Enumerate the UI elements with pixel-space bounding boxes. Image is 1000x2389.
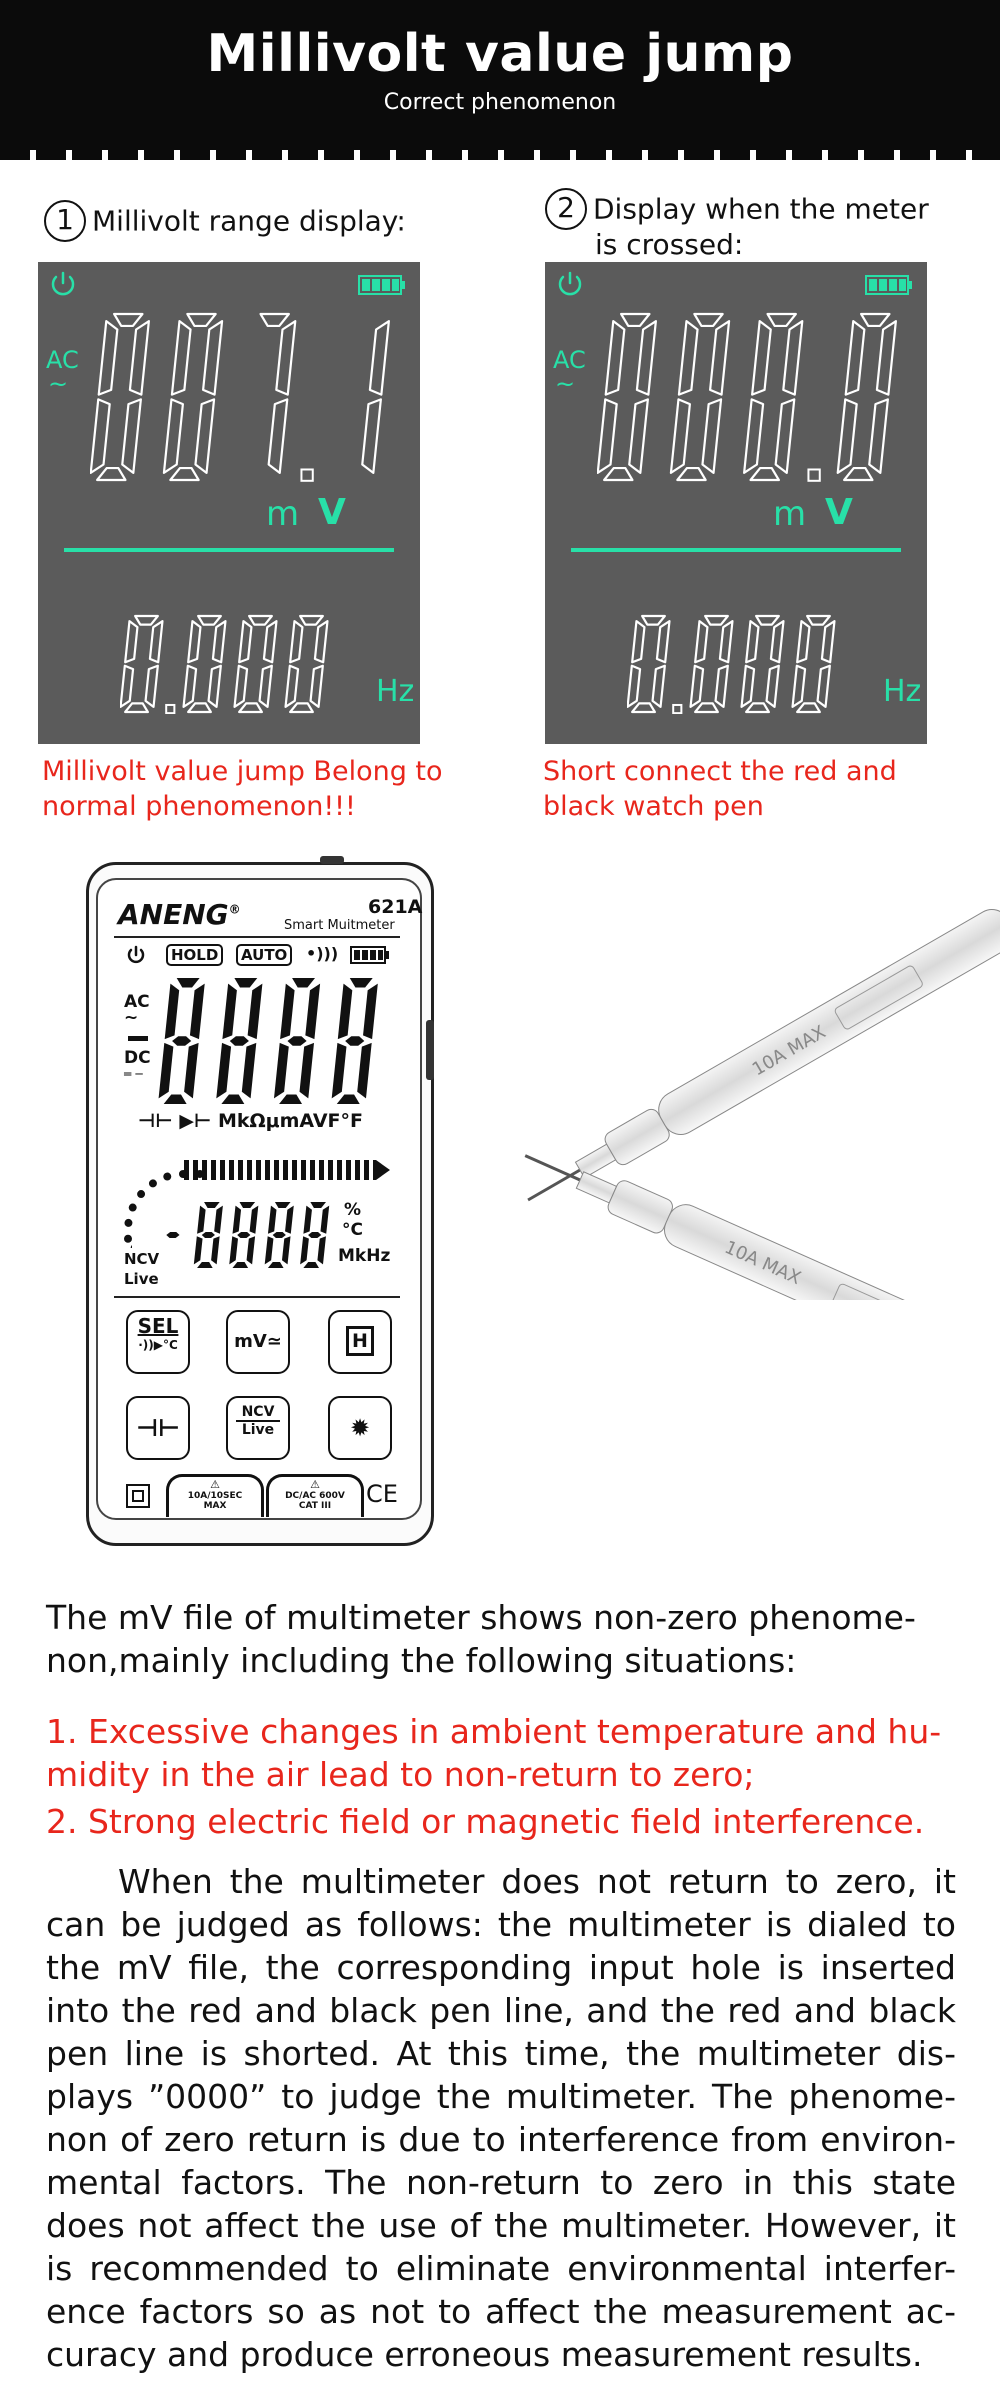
unit-volt: V [318, 492, 346, 533]
digit-segment [264, 621, 277, 662]
digit-segment [657, 621, 670, 662]
explanation-line: When the multimeter does not return to zero, it [118, 1862, 956, 1901]
header-jagged-edge [0, 150, 1000, 160]
digit-segment [202, 1232, 215, 1238]
lcd-panel-2 [545, 262, 927, 744]
digit-segment [239, 1202, 255, 1208]
digit-segment [260, 666, 272, 707]
digit-segment [172, 321, 191, 394]
meter-sub-display [158, 1200, 338, 1270]
brand-text: ANENG [118, 898, 229, 931]
digit-segment [261, 314, 289, 326]
capacitance-icon: ⊣⊢ [136, 1414, 180, 1442]
digit-segment [222, 984, 236, 1039]
situation-1-line-1: 1. Excessive changes in ambient temperature and hu- [46, 1712, 942, 1751]
digit-segment [671, 399, 690, 472]
sub-unit-percent: % [344, 1200, 362, 1220]
double-insulation-icon [126, 1484, 150, 1508]
jack1-label-bottom: MAX [203, 1501, 227, 1511]
digit-segment [305, 984, 320, 1039]
battery-icon [865, 274, 913, 296]
digit-segment [99, 321, 118, 394]
digit-segment [705, 616, 728, 625]
backlight-button[interactable] [328, 1396, 392, 1460]
digit-segment [695, 703, 718, 712]
jack1-label-top: 10A/10SEC [187, 1491, 243, 1501]
digit-segment [632, 621, 644, 662]
panel2-number: 2 [545, 188, 587, 230]
digit-segment [130, 321, 149, 394]
unit-volt: V [825, 492, 853, 533]
meter-battery-icon [350, 946, 390, 964]
digit-segment [265, 1236, 274, 1264]
explanation-line: non of zero return is due to interference from environ- [46, 2120, 956, 2159]
digit-segment [247, 1236, 256, 1264]
lcd-divider [571, 548, 901, 552]
digit-segment [606, 321, 625, 394]
digit-segment [315, 621, 328, 662]
hold-indicator: HOLD [166, 944, 223, 966]
digit-segment [357, 1043, 371, 1098]
digit-segment [242, 1043, 256, 1098]
digit-segment [159, 1043, 174, 1098]
digit-segment [276, 321, 295, 394]
explanation-line: can be judged as follows: the multimeter is dialed to [46, 1905, 956, 1944]
power-icon [553, 268, 587, 302]
digit-segment [269, 399, 288, 472]
auto-indicator: AUTO [236, 944, 292, 966]
digit-segment [751, 468, 779, 480]
digit-segment [188, 703, 211, 712]
sub-reading [627, 614, 847, 714]
digit-segment [311, 666, 323, 707]
digit-segment [308, 1232, 321, 1238]
digit-segment [121, 666, 134, 707]
digit-segment [287, 1036, 306, 1045]
sel-sub-label: ·))▶°C [138, 1338, 178, 1352]
explanation-line: mental factors. The non-return to zero in this state [46, 2163, 956, 2202]
page-title: Millivolt value jump [206, 24, 794, 84]
digit-segment [694, 314, 722, 326]
panel2-note-line2: black watch pen [543, 791, 764, 822]
digit-segment [838, 399, 857, 472]
digit-segment [125, 621, 137, 662]
digit-segment [172, 1036, 191, 1045]
digit-segment [184, 666, 197, 707]
meter-dc-label: DC ═ ─ [124, 1048, 151, 1081]
panel1-title-text: Millivolt range display: [92, 204, 406, 238]
explanation-line: plays ”0000” to judge the multimeter. The phenome- [46, 2077, 956, 2116]
mv-button[interactable] [226, 1310, 290, 1374]
digit-segment [350, 978, 373, 987]
explanation-line: into the red and black pen line, and the red and black [46, 1991, 956, 2030]
meter-ac-label: AC ~ [124, 992, 150, 1028]
digit-segment [598, 399, 617, 472]
digit-segment [237, 1232, 250, 1238]
digit-segment [771, 621, 784, 662]
explanation-paragraph [46, 1860, 956, 2376]
ncv-label: NCV [124, 1250, 160, 1268]
digit-segment [628, 666, 641, 707]
digit-segment [363, 984, 378, 1039]
digit-segment [338, 984, 352, 1039]
panel2-title [545, 188, 929, 259]
digit-segment [229, 1236, 238, 1264]
lcd-panel-1 [38, 262, 420, 744]
digit-segment [273, 1232, 286, 1238]
backlight-icon: ✹ [349, 1414, 371, 1442]
digit-segment [97, 468, 125, 480]
probe-label-lower: 10A MAX [721, 1236, 804, 1290]
digit-segment [797, 703, 820, 712]
decimal-point [301, 469, 312, 480]
decimal-point [166, 705, 174, 713]
digit-segment [691, 666, 704, 707]
jack2-label-bottom: CAT III [298, 1501, 332, 1511]
digit-segment [793, 666, 806, 707]
decimal-point [808, 469, 819, 480]
digit-segment [122, 399, 141, 472]
ac-tilde-icon: ~ [48, 370, 69, 398]
jack-10a: ⚠ 10A/10SEC MAX [166, 1474, 264, 1517]
mv-label: mV≃ [234, 1331, 282, 1352]
digit-segment [332, 1043, 347, 1098]
meter-face-divider-2 [114, 1296, 400, 1298]
digit-segment [248, 984, 263, 1039]
probe-upper [517, 903, 1000, 1219]
meter-unit-row: ⊣⊢ ▶⊢ MkΩμmAVF°F [138, 1110, 363, 1132]
sub-unit-mkhz: MkHz [338, 1246, 391, 1266]
meter-power-icon [124, 944, 148, 968]
digit-segment [300, 1043, 314, 1098]
ncv-button[interactable] [226, 1396, 290, 1460]
sel-button[interactable] [126, 1310, 190, 1374]
digit-segment [234, 978, 257, 987]
digit-segment [135, 616, 158, 625]
intro-line-1: The mV file of multimeter shows non-zero phenome- [46, 1598, 916, 1637]
digit-segment [239, 703, 262, 712]
digit-segment [637, 321, 656, 394]
digit-segment [370, 321, 389, 394]
explanation-line: is recommended to eliminate environmental interfer- [46, 2249, 956, 2288]
digit-segment [783, 321, 802, 394]
digit-segment [280, 984, 294, 1039]
digit-segment [188, 621, 200, 662]
digit-segment [877, 321, 896, 394]
power-icon [46, 268, 80, 302]
digit-segment [767, 666, 779, 707]
digit-segment [233, 1206, 242, 1234]
sub-unit-celsius: °C [342, 1220, 363, 1240]
digit-segment [744, 399, 763, 472]
situation-1-line-2: midity in the air lead to non-return to zero; [46, 1755, 755, 1794]
explanation-line: curacy and produce erroneous measurement results. [46, 2335, 923, 2374]
digit-segment [317, 1236, 326, 1264]
meter-minus-sign [128, 1036, 148, 1041]
digit-segment [310, 1202, 326, 1208]
digit-segment [861, 314, 889, 326]
explanation-line: does not affect the use of the multimeter. However, it [46, 2206, 956, 2245]
digit-segment [197, 1206, 206, 1234]
digit-segment [91, 399, 110, 472]
digit-segment [290, 703, 313, 712]
digit-segment [797, 621, 809, 662]
digit-segment [249, 616, 272, 625]
meter-brand: ANENG® [118, 898, 241, 931]
continuity-icon: •))) [306, 944, 339, 963]
digit-segment [716, 666, 728, 707]
panel1-note [42, 754, 443, 824]
digit-segment [165, 984, 179, 1039]
digit-segment [235, 666, 248, 707]
digit-segment [279, 1095, 302, 1104]
multimeter-side-button [426, 1020, 434, 1080]
digit-segment [213, 621, 226, 662]
ac-text: AC [124, 992, 150, 1012]
digit-segment [822, 621, 835, 662]
meter-model-sub: Smart Muitmeter [284, 918, 395, 933]
digit-segment [869, 399, 888, 472]
jack-volt: ⚠ DC/AC 600V CAT III [266, 1474, 364, 1517]
digit-segment [776, 399, 795, 472]
unit-hz: Hz [376, 674, 415, 709]
battery-icon [358, 274, 406, 296]
digit-segment [292, 978, 315, 987]
digit-segment [221, 1095, 244, 1104]
live-label: Live [124, 1270, 159, 1288]
unit-prefix: m [266, 494, 300, 534]
digit-segment [204, 1202, 220, 1208]
panel1-note-line1: Millivolt value jump Belong to [42, 756, 443, 787]
digit-segment [752, 321, 771, 394]
dc-text: DC [124, 1048, 151, 1068]
digit-segment [177, 978, 200, 987]
digit-segment [146, 666, 158, 707]
digit-segment [198, 616, 221, 625]
digit-segment [290, 621, 302, 662]
digit-segment [679, 321, 698, 394]
meter-face-divider [114, 936, 400, 938]
digit-segment [746, 621, 758, 662]
digit-segment [203, 321, 222, 394]
digit-segment [184, 1043, 198, 1098]
digit-segment [194, 1236, 203, 1264]
explanation-line: ence factors so as not to affect the measurement ac- [46, 2292, 956, 2331]
digit-segment [164, 399, 183, 472]
meter-main-display [158, 976, 394, 1106]
digit-segment [768, 314, 796, 326]
digit-segment [114, 314, 142, 326]
ncv-button-bottom: Live [241, 1422, 275, 1438]
digit-segment [286, 666, 299, 707]
digit-segment [230, 1036, 249, 1045]
digit-segment [621, 314, 649, 326]
ac-tilde-icon: ~ [555, 370, 576, 398]
intro-line-2: non,mainly including the following situations: [46, 1641, 797, 1680]
intro-paragraph [46, 1596, 956, 1682]
digit-segment [197, 1262, 213, 1268]
ce-mark: CE [366, 1480, 398, 1508]
digit-segment [756, 616, 779, 625]
ncv-button-top: NCV [236, 1404, 280, 1422]
digit-segment [125, 703, 148, 712]
main-reading [597, 312, 917, 482]
unit-prefix: m [773, 494, 807, 534]
explanation-line: pen line is shorted. At this time, the multimeter dis- [46, 2034, 956, 2073]
digit-segment [239, 621, 251, 662]
digit-segment [807, 616, 830, 625]
digit-segment [209, 666, 221, 707]
digit-segment [320, 1206, 329, 1234]
digit-segment [337, 1095, 360, 1104]
ac-label: AC [553, 346, 586, 374]
digit-segment [164, 1095, 187, 1104]
unit-hz: Hz [883, 674, 922, 709]
digit-segment [274, 1043, 289, 1098]
digit-segment [742, 666, 755, 707]
digit-segment [345, 1036, 364, 1045]
bar-graph-arrow [376, 1160, 390, 1180]
digit-segment [846, 321, 865, 394]
panel2-title-line2: is crossed: [595, 228, 744, 261]
digit-segment [844, 468, 872, 480]
digit-segment [818, 666, 830, 707]
digit-segment [629, 399, 648, 472]
digit-segment [702, 399, 721, 472]
digit-segment [677, 468, 705, 480]
meter-bar-graph [184, 1160, 376, 1180]
digit-segment [214, 1206, 223, 1234]
panel1-title [44, 200, 406, 242]
situation-2: 2. Strong electric field or magnetic field interference. [46, 1802, 925, 1841]
explanation-line: the mV file, the corresponding input hole is inserted [46, 1948, 956, 1987]
digit-segment [268, 1206, 277, 1234]
test-probes-illustration [496, 880, 1000, 1300]
panel2-title-line1: Display when the meter [593, 192, 929, 226]
ac-label: AC [46, 346, 79, 374]
digit-segment [195, 399, 214, 472]
digit-segment [187, 314, 215, 326]
situation-list [46, 1710, 956, 1843]
probe-label-upper: 10A MAX [748, 1021, 830, 1081]
digit-segment [303, 1206, 312, 1234]
digit-segment [166, 1232, 179, 1238]
meter-model: 621A [368, 896, 423, 918]
panel2-note [543, 754, 897, 824]
digit-segment [275, 1202, 291, 1208]
digit-segment [282, 1236, 291, 1264]
digit-segment [710, 321, 729, 394]
digit-segment [642, 616, 665, 625]
digit-segment [303, 1262, 319, 1268]
digit-segment [170, 468, 198, 480]
capacitance-button[interactable] [126, 1396, 190, 1460]
multimeter-top-nub [320, 856, 344, 864]
sub-reading [120, 614, 340, 714]
digit-segment [232, 1262, 248, 1268]
digit-segment [362, 399, 381, 472]
digit-segment [250, 1206, 259, 1234]
page-header [0, 0, 1000, 160]
digit-segment [150, 621, 163, 662]
sel-label: SEL [137, 1314, 179, 1338]
main-reading [90, 312, 410, 482]
digit-segment [300, 616, 323, 625]
hold-button[interactable] [328, 1310, 392, 1374]
digit-segment [720, 621, 733, 662]
digit-segment [190, 984, 205, 1039]
digit-segment [653, 666, 665, 707]
lcd-divider [64, 548, 394, 552]
hold-label: H [346, 1326, 374, 1356]
digit-segment [604, 468, 632, 480]
jack2-label-top: DC/AC 600V [285, 1491, 345, 1501]
digit-segment [746, 703, 769, 712]
digit-segment [695, 621, 707, 662]
digit-segment [268, 1262, 284, 1268]
digit-segment [285, 1206, 294, 1234]
digit-segment [300, 1236, 309, 1264]
page-subtitle: Correct phenomenon [383, 90, 617, 115]
digit-segment [216, 1043, 231, 1098]
panel2-note-line1: Short connect the red and [543, 756, 897, 787]
digit-segment [211, 1236, 220, 1264]
decimal-point [673, 705, 681, 713]
panel1-number: 1 [44, 200, 86, 242]
panel1-note-line2: normal phenomenon!!! [42, 791, 356, 822]
digit-segment [632, 703, 655, 712]
